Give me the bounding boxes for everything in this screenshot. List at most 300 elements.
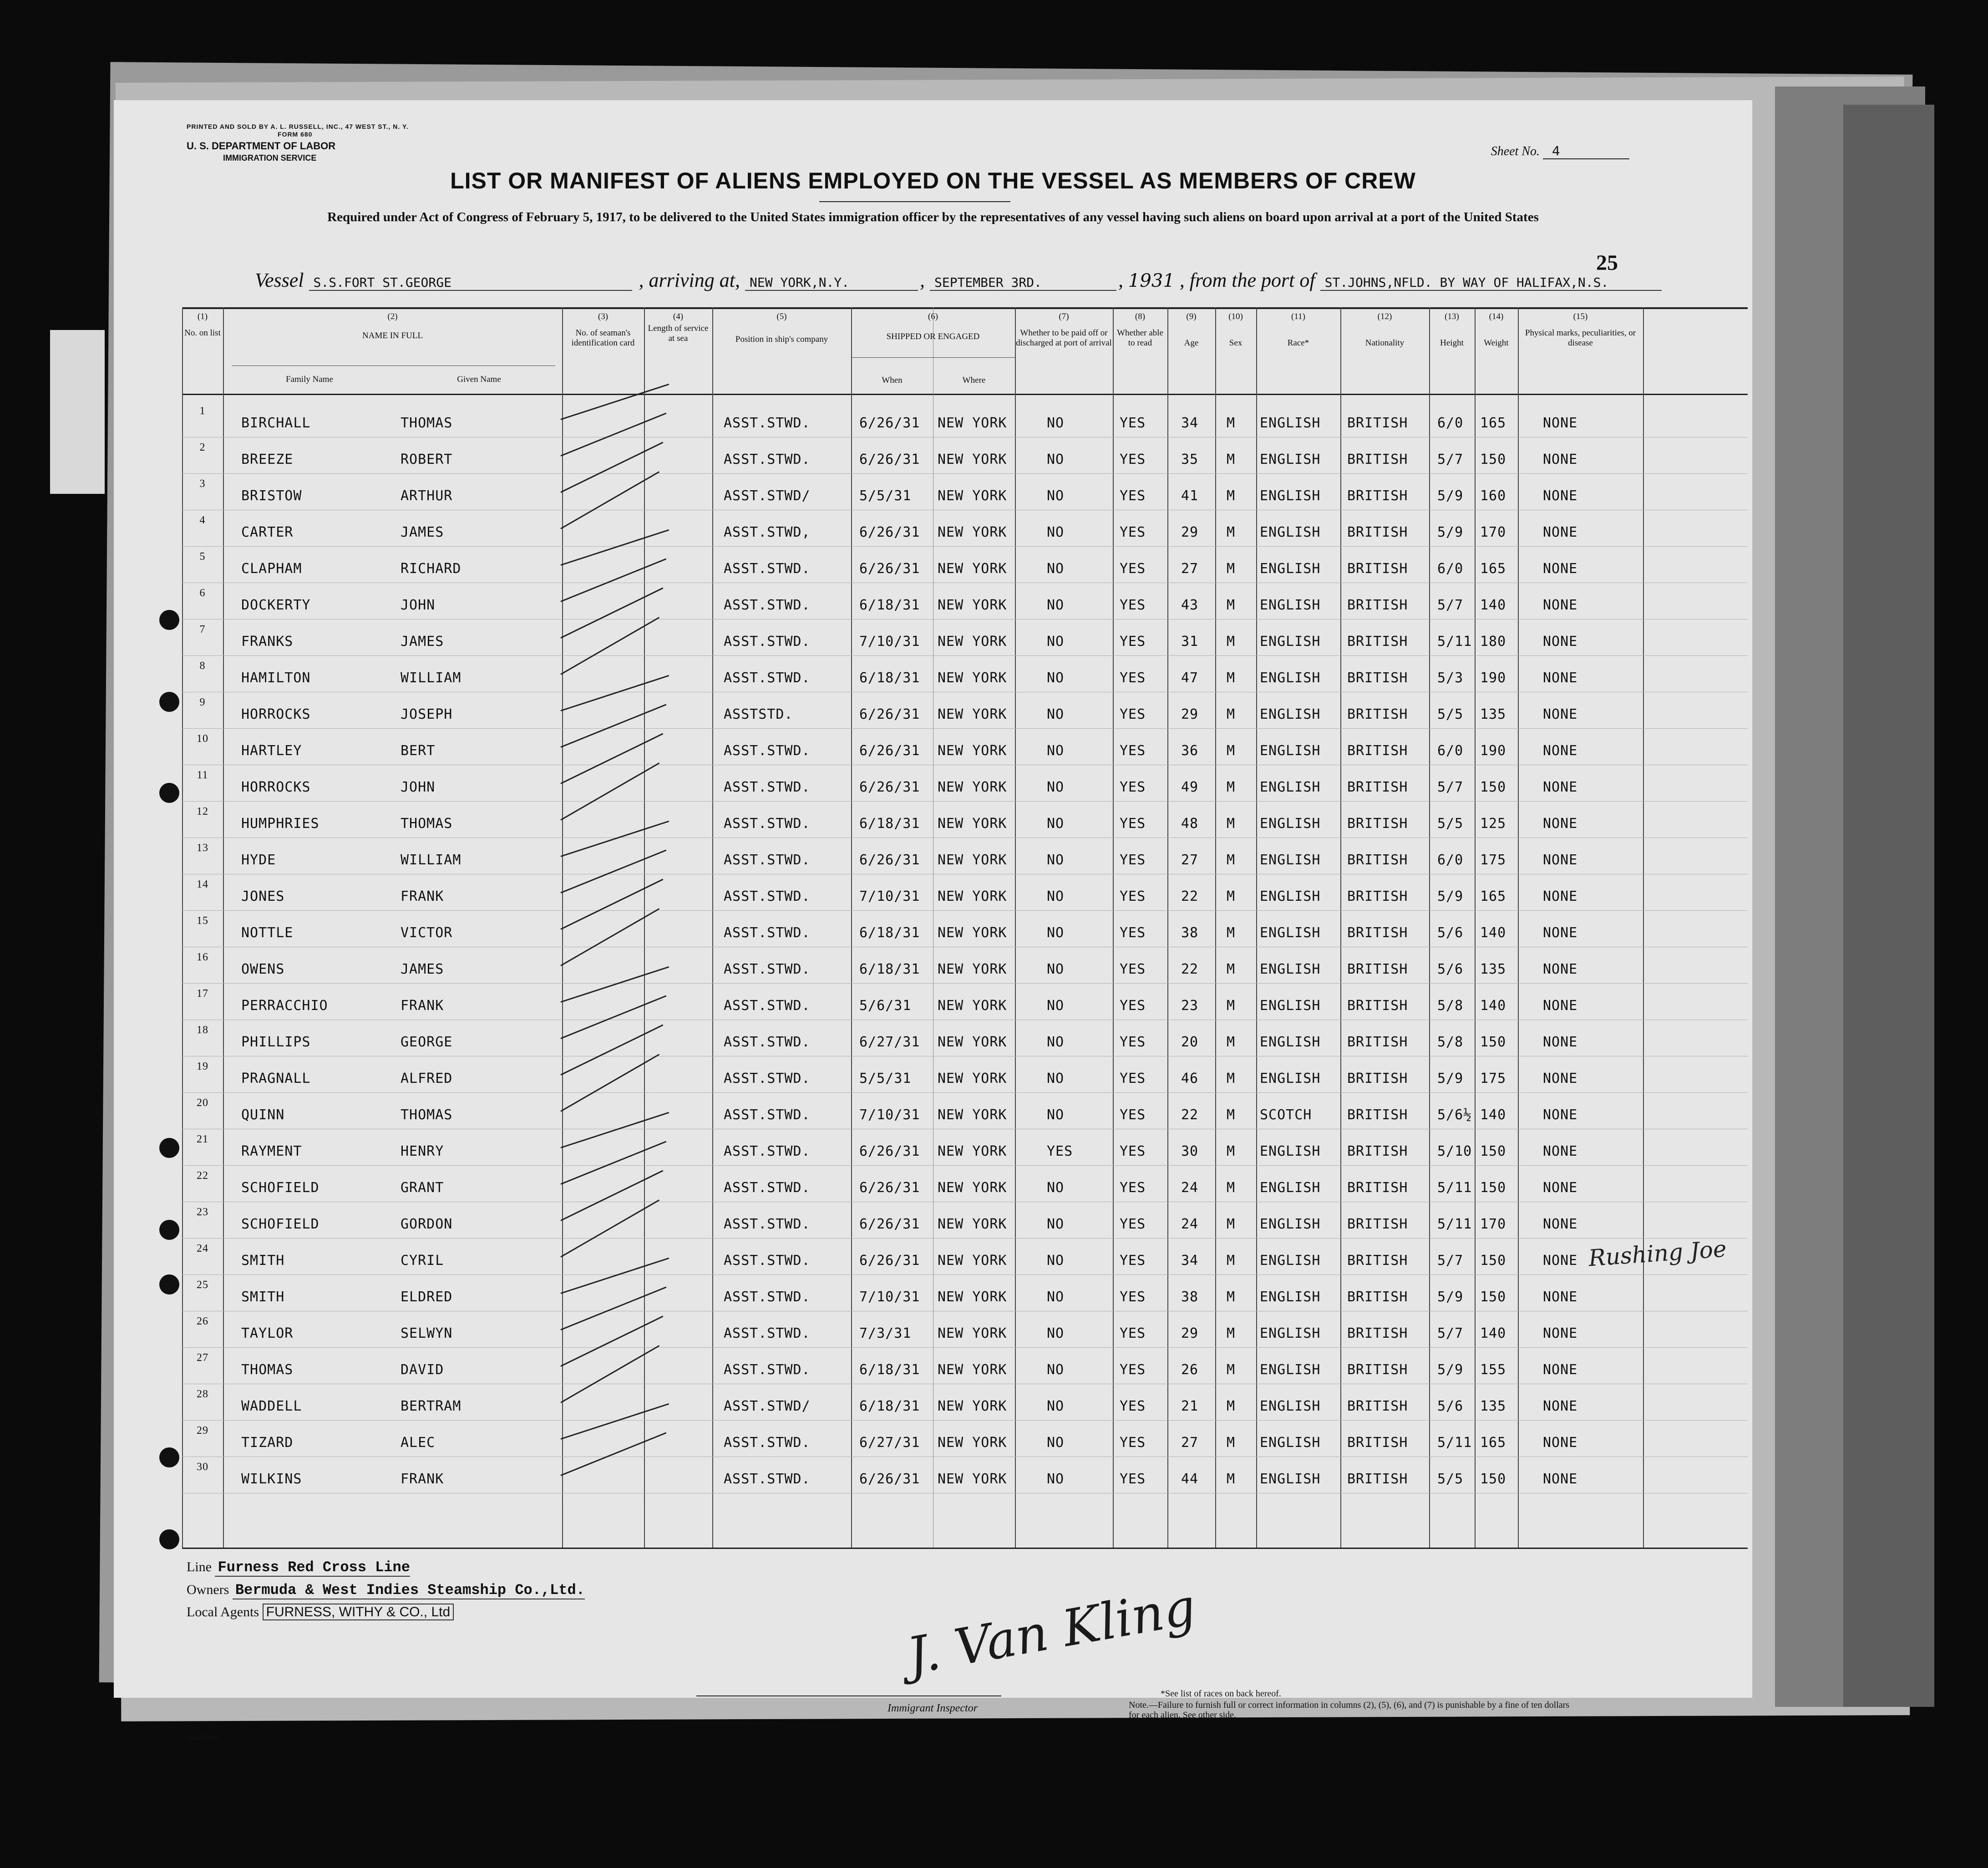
table-row xyxy=(182,1170,1748,1206)
nationality-cell: BRITISH xyxy=(1347,1471,1408,1487)
shipped-where-cell: NEW YORK xyxy=(938,1071,1007,1086)
shipped-where-cell: NEW YORK xyxy=(938,1325,1007,1341)
col2-number: (2) xyxy=(387,312,398,321)
handwritten-annotation: Rushing Joe xyxy=(1587,1235,1728,1272)
height-cell: 5/5 xyxy=(1437,816,1464,832)
shipped-where-cell: NEW YORK xyxy=(938,852,1007,868)
able-to-read-cell: YES xyxy=(1120,1398,1146,1414)
race-cell: ENGLISH xyxy=(1260,1216,1321,1232)
height-cell: 6/0 xyxy=(1437,852,1464,868)
col9-label: Age xyxy=(1184,338,1199,348)
position-cell: ASST.STWD. xyxy=(724,1071,811,1086)
department-name: U. S. DEPARTMENT OF LABOR xyxy=(187,140,336,152)
table-row xyxy=(182,1425,1748,1461)
race-cell: ENGLISH xyxy=(1260,998,1321,1014)
position-cell: ASST.STWD. xyxy=(724,743,811,759)
col8-label: Whether able to read xyxy=(1117,328,1163,348)
punch-hole xyxy=(159,1529,179,1549)
family-name-cell: CLAPHAM xyxy=(241,561,302,577)
physical-marks-cell: NONE xyxy=(1543,1289,1578,1305)
age-cell: 38 xyxy=(1181,925,1199,941)
able-to-read-cell: YES xyxy=(1120,779,1146,795)
height-cell: 6/0 xyxy=(1437,561,1464,577)
able-to-read-cell: YES xyxy=(1120,743,1146,759)
nationality-cell: BRITISH xyxy=(1347,743,1408,759)
shipped-where-cell: NEW YORK xyxy=(938,1143,1007,1159)
shipped-when-cell: 7/10/31 xyxy=(859,1289,920,1305)
position-cell: ASST.STWD. xyxy=(724,597,811,613)
row-number-cell: 11 xyxy=(197,769,208,781)
col1-label: No. on list xyxy=(184,328,221,338)
shipped-where-cell: NEW YORK xyxy=(938,925,1007,941)
race-cell: ENGLISH xyxy=(1260,670,1321,686)
shipped-where-cell: NEW YORK xyxy=(938,816,1007,832)
col8-number: (8) xyxy=(1135,312,1146,321)
given-name-cell: CYRIL xyxy=(401,1253,444,1269)
weight-cell: 150 xyxy=(1480,1180,1506,1196)
age-cell: 47 xyxy=(1181,670,1199,686)
height-cell: 5/5 xyxy=(1437,706,1464,722)
sheet-number-label: Sheet No. xyxy=(1491,144,1540,158)
age-cell: 34 xyxy=(1181,1253,1199,1269)
given-name-cell: GORDON xyxy=(401,1216,453,1232)
sex-cell: M xyxy=(1227,1398,1236,1414)
race-cell: ENGLISH xyxy=(1260,1471,1321,1487)
given-name-header: Given Name xyxy=(457,375,501,384)
shipped-when-cell: 7/10/31 xyxy=(859,1107,920,1123)
paid-off-cell: NO xyxy=(1047,452,1065,467)
family-name-cell: HYDE xyxy=(241,852,276,868)
physical-marks-cell: NONE xyxy=(1543,1398,1578,1414)
physical-marks-cell: NONE xyxy=(1543,670,1578,686)
vessel-name: S.S.FORT ST.GEORGE xyxy=(309,275,632,291)
able-to-read-cell: YES xyxy=(1120,1435,1146,1451)
col13-header xyxy=(1429,312,1475,348)
able-to-read-cell: YES xyxy=(1120,597,1146,613)
able-to-read-cell: YES xyxy=(1120,1325,1146,1341)
shipped-when-cell: 6/18/31 xyxy=(859,597,920,613)
department-block xyxy=(187,140,335,164)
given-name-cell: WILLIAM xyxy=(401,670,462,686)
race-cell: ENGLISH xyxy=(1260,488,1321,504)
physical-marks-cell: NONE xyxy=(1543,1435,1578,1451)
shipped-when-cell: 6/26/31 xyxy=(859,561,920,577)
nationality-cell: BRITISH xyxy=(1347,1325,1408,1341)
row-number-cell: 1 xyxy=(199,405,206,417)
physical-marks-cell: NONE xyxy=(1543,961,1578,977)
agents-field xyxy=(187,1604,454,1620)
physical-marks-cell: NONE xyxy=(1543,415,1578,431)
paid-off-cell: NO xyxy=(1047,1289,1065,1305)
age-cell: 43 xyxy=(1181,597,1199,613)
shipped-where-cell: NEW YORK xyxy=(938,1034,1007,1050)
race-cell: ENGLISH xyxy=(1260,743,1321,759)
given-name-cell: ALFRED xyxy=(401,1071,453,1086)
family-name-cell: PERRACCHIO xyxy=(241,998,328,1014)
able-to-read-cell: YES xyxy=(1120,634,1146,650)
family-name-cell: THOMAS xyxy=(241,1362,294,1378)
col11-label: Race* xyxy=(1287,338,1309,348)
nationality-cell: BRITISH xyxy=(1347,670,1408,686)
sex-cell: M xyxy=(1227,634,1236,650)
col13-number: (13) xyxy=(1445,312,1459,321)
col11-number: (11) xyxy=(1291,312,1305,321)
shipped-when-cell: 7/3/31 xyxy=(859,1325,912,1341)
sex-cell: M xyxy=(1227,1435,1236,1451)
col4-number: (4) xyxy=(673,312,684,321)
paid-off-cell: NO xyxy=(1047,1071,1065,1086)
row-rule xyxy=(182,728,1748,729)
punch-hole xyxy=(159,1220,179,1240)
position-cell: ASST.STWD. xyxy=(724,1325,811,1341)
sex-cell: M xyxy=(1227,452,1236,467)
given-name-cell: JOSEPH xyxy=(401,706,453,722)
race-cell: ENGLISH xyxy=(1260,961,1321,977)
sex-cell: M xyxy=(1227,1143,1236,1159)
physical-marks-cell: NONE xyxy=(1543,779,1578,795)
paid-off-cell: NO xyxy=(1047,561,1065,577)
paid-off-cell: YES xyxy=(1047,1143,1073,1159)
height-cell: 5/5 xyxy=(1437,1471,1464,1487)
table-row xyxy=(182,442,1748,478)
shipped-where-cell: NEW YORK xyxy=(938,1362,1007,1378)
nationality-cell: BRITISH xyxy=(1347,597,1408,613)
race-cell: ENGLISH xyxy=(1260,524,1321,540)
col12-header xyxy=(1340,312,1429,348)
row-number-cell: 23 xyxy=(197,1206,208,1218)
nationality-cell: BRITISH xyxy=(1347,1107,1408,1123)
weight-cell: 150 xyxy=(1480,452,1506,467)
given-name-cell: JAMES xyxy=(401,634,444,650)
able-to-read-cell: YES xyxy=(1120,1180,1146,1196)
position-cell: ASST.STWD, xyxy=(724,524,811,540)
height-cell: 5/9 xyxy=(1437,1289,1464,1305)
race-cell: ENGLISH xyxy=(1260,1071,1321,1086)
height-cell: 5/7 xyxy=(1437,1253,1464,1269)
nationality-cell: BRITISH xyxy=(1347,1435,1408,1451)
paid-off-cell: NO xyxy=(1047,1253,1065,1269)
height-cell: 5/11 xyxy=(1437,634,1472,650)
table-row xyxy=(182,478,1748,514)
race-cell: ENGLISH xyxy=(1260,925,1321,941)
penalty-note: Note.—Failure to furnish full or correct information in columns (2), (5), (6), and (7) is punishable by a fine of ten dollars for each alien. See other side. xyxy=(1129,1700,1570,1720)
row-number-cell: 25 xyxy=(197,1279,208,1291)
col2-label: NAME IN FULL xyxy=(362,331,423,340)
height-cell: 5/8 xyxy=(1437,1034,1464,1050)
col15-label: Physical marks, peculiarities, or disease xyxy=(1525,328,1636,348)
arrival-date: SEPTEMBER 3RD. xyxy=(930,275,1116,291)
nationality-cell: BRITISH xyxy=(1347,779,1408,795)
physical-marks-cell: NONE xyxy=(1543,1362,1578,1378)
punch-hole xyxy=(159,783,179,803)
printer-text: PRINTED AND SOLD BY A. L. RUSSELL, INC., 47 WEST ST., N. Y. xyxy=(187,123,409,130)
shipped-when-cell: 5/5/31 xyxy=(859,488,912,504)
table-header-rule xyxy=(182,394,1748,395)
weight-cell: 180 xyxy=(1480,634,1506,650)
shipped-when-cell: 6/26/31 xyxy=(859,415,920,431)
position-cell: ASST.STWD. xyxy=(724,1143,811,1159)
shipped-when-cell: 6/26/31 xyxy=(859,1253,920,1269)
able-to-read-cell: YES xyxy=(1120,961,1146,977)
shipped-when-cell: 6/26/31 xyxy=(859,1471,920,1487)
col6-subrule xyxy=(851,357,1015,358)
row-rule xyxy=(182,983,1748,984)
physical-marks-cell: NONE xyxy=(1543,561,1578,577)
weight-cell: 155 xyxy=(1480,1362,1506,1378)
shipped-where-cell: NEW YORK xyxy=(938,1435,1007,1451)
row-rule xyxy=(182,1238,1748,1239)
race-cell: ENGLISH xyxy=(1260,1435,1321,1451)
table-row xyxy=(182,587,1748,624)
col5-label: Position in ship's company xyxy=(735,335,828,344)
age-cell: 27 xyxy=(1181,561,1199,577)
family-name-cell: WADDELL xyxy=(241,1398,302,1414)
row-number-cell: 7 xyxy=(199,624,206,635)
race-cell: ENGLISH xyxy=(1260,1362,1321,1378)
position-cell: ASST.STWD. xyxy=(724,1289,811,1305)
height-cell: 5/9 xyxy=(1437,488,1464,504)
height-cell: 5/7 xyxy=(1437,597,1464,613)
shipped-when-header: When xyxy=(882,376,903,385)
weight-cell: 175 xyxy=(1480,852,1506,868)
col14-header xyxy=(1475,312,1518,348)
family-name-cell: BRISTOW xyxy=(241,488,302,504)
col11-header xyxy=(1256,312,1340,348)
paid-off-cell: NO xyxy=(1047,1034,1065,1050)
row-number-cell: 12 xyxy=(197,806,208,817)
family-name-cell: PHILLIPS xyxy=(241,1034,311,1050)
position-cell: ASST.STWD. xyxy=(724,925,811,941)
shipped-when-cell: 6/26/31 xyxy=(859,743,920,759)
race-cell: ENGLISH xyxy=(1260,415,1321,431)
family-name-cell: TAYLOR xyxy=(241,1325,294,1341)
given-name-cell: ROBERT xyxy=(401,452,453,467)
paid-off-cell: NO xyxy=(1047,743,1065,759)
table-row xyxy=(182,1206,1748,1243)
weight-cell: 165 xyxy=(1480,1435,1506,1451)
able-to-read-cell: YES xyxy=(1120,706,1146,722)
able-to-read-cell: YES xyxy=(1120,1471,1146,1487)
physical-marks-cell: NONE xyxy=(1543,1216,1578,1232)
paid-off-cell: NO xyxy=(1047,1325,1065,1341)
shipped-when-cell: 7/10/31 xyxy=(859,634,920,650)
age-cell: 22 xyxy=(1181,1107,1199,1123)
family-name-cell: HORROCKS xyxy=(241,706,311,722)
paid-off-cell: NO xyxy=(1047,888,1065,904)
shipped-where-cell: NEW YORK xyxy=(938,597,1007,613)
position-cell: ASST.STWD. xyxy=(724,561,811,577)
punch-hole xyxy=(159,1138,179,1158)
row-number-cell: 22 xyxy=(197,1170,208,1182)
col15-number: (15) xyxy=(1573,312,1588,321)
row-number-cell: 4 xyxy=(199,514,206,526)
col10-header xyxy=(1215,312,1256,348)
height-cell: 6/0 xyxy=(1437,415,1464,431)
age-cell: 27 xyxy=(1181,1435,1199,1451)
row-rule xyxy=(182,655,1748,656)
table-row xyxy=(182,696,1748,733)
nationality-cell: BRITISH xyxy=(1347,634,1408,650)
shipped-where-cell: NEW YORK xyxy=(938,961,1007,977)
col4-header xyxy=(644,312,712,344)
table-row xyxy=(182,514,1748,551)
race-cell: ENGLISH xyxy=(1260,1253,1321,1269)
race-cell: ENGLISH xyxy=(1260,561,1321,577)
given-name-cell: FRANK xyxy=(401,998,444,1014)
paper-stack-edge-dark xyxy=(1843,105,1934,1707)
owners-value: Bermuda & West Indies Steamship Co.,Ltd. xyxy=(233,1582,585,1599)
col2-subrule xyxy=(232,365,555,366)
race-cell: ENGLISH xyxy=(1260,1325,1321,1341)
nationality-cell: BRITISH xyxy=(1347,452,1408,467)
race-cell: ENGLISH xyxy=(1260,852,1321,868)
row-number-cell: 3 xyxy=(199,478,206,490)
shipped-where-cell: NEW YORK xyxy=(938,1180,1007,1196)
family-name-cell: OWENS xyxy=(241,961,285,977)
physical-marks-cell: NONE xyxy=(1543,1107,1578,1123)
sex-cell: M xyxy=(1227,524,1236,540)
paid-off-cell: NO xyxy=(1047,779,1065,795)
position-cell: ASST.STWD. xyxy=(724,1216,811,1232)
printer-credit xyxy=(187,123,409,138)
height-cell: 5/7 xyxy=(1437,452,1464,467)
from-port-label: , from the port of xyxy=(1179,269,1315,291)
family-name-cell: FRANKS xyxy=(241,634,294,650)
position-cell: ASST.STWD. xyxy=(724,1253,811,1269)
given-name-cell: BERTRAM xyxy=(401,1398,462,1414)
able-to-read-cell: YES xyxy=(1120,488,1146,504)
age-cell: 36 xyxy=(1181,743,1199,759)
col7-header xyxy=(1015,312,1113,348)
position-cell: ASST.STWD/ xyxy=(724,488,811,504)
age-cell: 29 xyxy=(1181,524,1199,540)
row-number-cell: 15 xyxy=(197,915,208,927)
col15-header xyxy=(1518,312,1643,348)
position-cell: ASST.STWD. xyxy=(724,634,811,650)
weight-cell: 150 xyxy=(1480,1471,1506,1487)
sex-cell: M xyxy=(1227,1253,1236,1269)
shipped-where-cell: NEW YORK xyxy=(938,779,1007,795)
sex-cell: M xyxy=(1227,888,1236,904)
age-cell: 30 xyxy=(1181,1143,1199,1159)
family-name-cell: PRAGNALL xyxy=(241,1071,311,1086)
shipped-where-cell: NEW YORK xyxy=(938,998,1007,1014)
col2-header xyxy=(223,312,562,341)
able-to-read-cell: YES xyxy=(1120,1107,1146,1123)
nationality-cell: BRITISH xyxy=(1347,524,1408,540)
family-name-cell: RAYMENT xyxy=(241,1143,302,1159)
given-name-cell: GEORGE xyxy=(401,1034,453,1050)
family-name-cell: CARTER xyxy=(241,524,294,540)
shipped-when-cell: 5/6/31 xyxy=(859,998,912,1014)
family-name-cell: SMITH xyxy=(241,1289,285,1305)
row-rule xyxy=(182,910,1748,911)
weight-cell: 140 xyxy=(1480,597,1506,613)
sex-cell: M xyxy=(1227,852,1236,868)
family-name-cell: HUMPHRIES xyxy=(241,816,320,832)
age-cell: 49 xyxy=(1181,779,1199,795)
race-cell: ENGLISH xyxy=(1260,452,1321,467)
physical-marks-cell: NONE xyxy=(1543,452,1578,467)
col3-label: No. of seaman's identification card xyxy=(571,328,635,348)
age-cell: 41 xyxy=(1181,488,1199,504)
weight-cell: 150 xyxy=(1480,1034,1506,1050)
sex-cell: M xyxy=(1227,743,1236,759)
shipped-when-cell: 6/18/31 xyxy=(859,670,920,686)
height-cell: 5/9 xyxy=(1437,1071,1464,1086)
weight-cell: 150 xyxy=(1480,1253,1506,1269)
given-name-cell: JAMES xyxy=(401,961,444,977)
age-cell: 24 xyxy=(1181,1180,1199,1196)
table-row xyxy=(182,1097,1748,1133)
departure-port: ST.JOHNS,NFLD. BY WAY OF HALIFAX,N.S. xyxy=(1320,275,1662,291)
position-cell: ASST.STWD. xyxy=(724,1435,811,1451)
col10-number: (10) xyxy=(1228,312,1243,321)
punch-hole xyxy=(159,610,179,630)
family-name-cell: BIRCHALL xyxy=(241,415,311,431)
weight-cell: 150 xyxy=(1480,779,1506,795)
nationality-cell: BRITISH xyxy=(1347,1253,1408,1269)
family-name-cell: DOCKERTY xyxy=(241,597,311,613)
row-number-cell: 20 xyxy=(197,1097,208,1109)
row-rule xyxy=(182,1420,1748,1421)
col13-label: Height xyxy=(1440,338,1464,348)
weight-cell: 175 xyxy=(1480,1071,1506,1086)
row-number-cell: 27 xyxy=(197,1352,208,1364)
owners-field xyxy=(187,1582,585,1599)
row-number-cell: 17 xyxy=(197,988,208,1000)
shipped-when-cell: 7/10/31 xyxy=(859,888,920,904)
physical-marks-cell: NONE xyxy=(1543,597,1578,613)
col1-header xyxy=(182,312,223,338)
vessel-line: Vessel S.S.FORT ST.GEORGE , arriving at, NEW YORK,N.Y. , SEPTEMBER 3RD. , 1931 , from the port of ST.JOHNS,NFLD. BY WAY OF HALIFAX,N.S. xyxy=(255,269,1663,292)
col9-header xyxy=(1167,312,1215,348)
binder-tab xyxy=(50,330,105,494)
id-card-checkmark xyxy=(561,384,669,420)
able-to-read-cell: YES xyxy=(1120,1071,1146,1086)
sex-cell: M xyxy=(1227,597,1236,613)
age-cell: 29 xyxy=(1181,1325,1199,1341)
given-name-cell: THOMAS xyxy=(401,816,453,832)
position-cell: ASST.STWD. xyxy=(724,852,811,868)
shipped-where-cell: NEW YORK xyxy=(938,415,1007,431)
row-number-cell: 16 xyxy=(197,951,208,963)
physical-marks-cell: NONE xyxy=(1543,488,1578,504)
height-cell: 5/10 xyxy=(1437,1143,1472,1159)
family-name-cell: SCHOFIELD xyxy=(241,1216,320,1232)
crew-table xyxy=(182,307,1748,1627)
family-name-header: Family Name xyxy=(286,375,333,384)
height-cell: 5/8 xyxy=(1437,998,1464,1014)
row-number-cell: 14 xyxy=(197,878,208,890)
family-name-cell: QUINN xyxy=(241,1107,285,1123)
race-cell: ENGLISH xyxy=(1260,1180,1321,1196)
table-row xyxy=(182,1388,1748,1425)
sex-cell: M xyxy=(1227,415,1236,431)
table-bottom-rule xyxy=(182,1548,1748,1549)
arriving-label: , arriving at, xyxy=(639,269,740,291)
height-cell: 5/6 xyxy=(1437,1398,1464,1414)
race-cell: ENGLISH xyxy=(1260,1398,1321,1414)
shipped-where-cell: NEW YORK xyxy=(938,888,1007,904)
weight-cell: 165 xyxy=(1480,888,1506,904)
sex-cell: M xyxy=(1227,561,1236,577)
height-cell: 5/6½ xyxy=(1437,1107,1472,1123)
table-row xyxy=(182,1352,1748,1388)
shipped-where-cell: NEW YORK xyxy=(938,1253,1007,1269)
paid-off-cell: NO xyxy=(1047,488,1065,504)
punch-hole xyxy=(159,692,179,712)
